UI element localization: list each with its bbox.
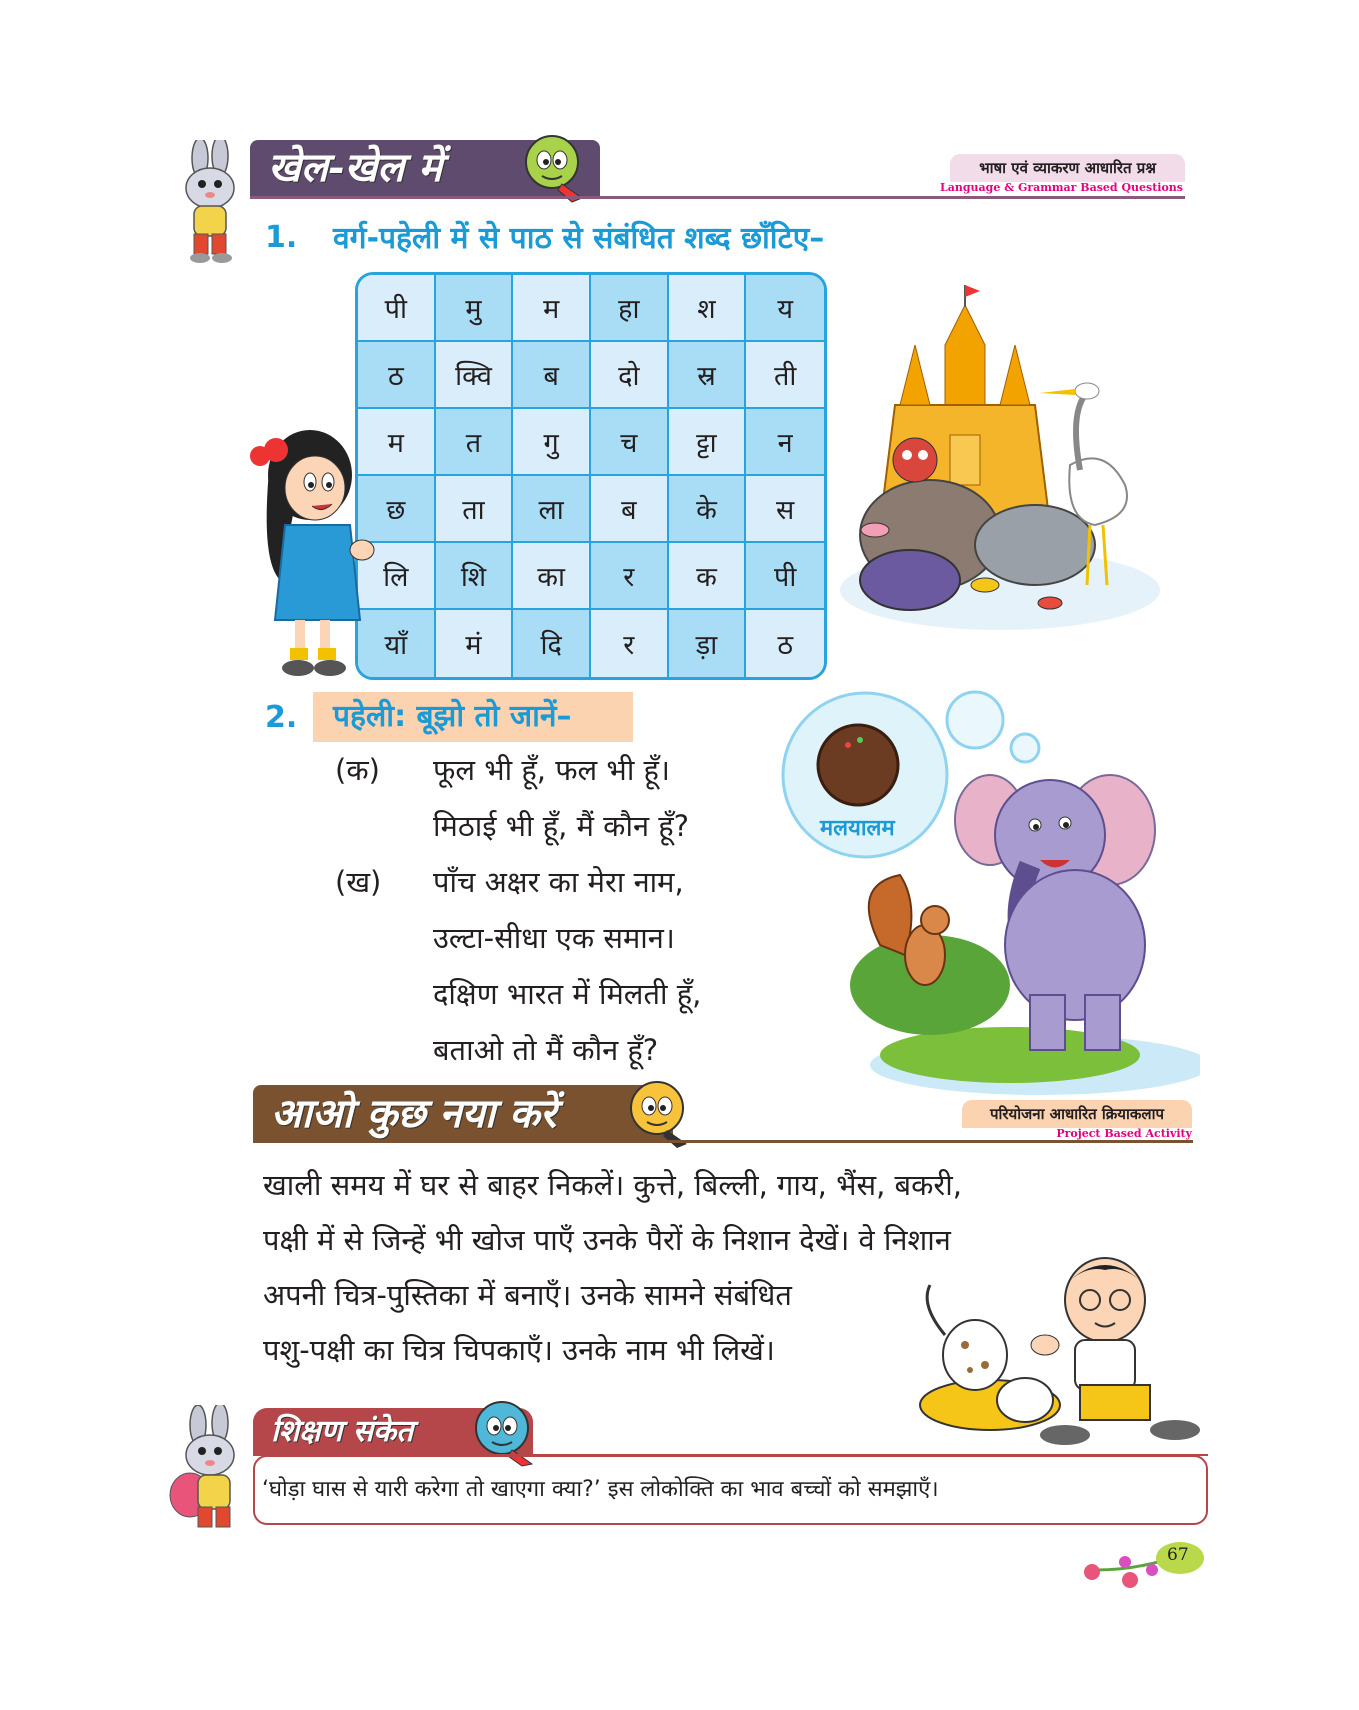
grid-cell: के: [669, 476, 747, 543]
q1-number: 1.: [265, 220, 298, 255]
grid-cell: ब: [513, 342, 591, 409]
riddle-1-line-2: मिठाई भी हूँ, मैं कौन हूँ?: [433, 809, 690, 843]
grid-cell: ला: [513, 476, 591, 543]
riddle-1-label: (क): [335, 753, 380, 787]
grid-cell: पी: [358, 275, 436, 342]
rabbit-icon: [168, 1405, 258, 1540]
q1-text: वर्ग-पहेली में से पाठ से संबंधित शब्द छाँटिए–: [333, 221, 825, 256]
para-line-2: पक्षी में से जिन्हें भी खोज पाएँ उनके पैरों के निशान देखें। वे निशान: [263, 1223, 951, 1257]
grid-cell: दो: [591, 342, 669, 409]
grid-cell: त: [436, 409, 514, 476]
grid-cell: का: [513, 543, 591, 610]
girl-illustration: [240, 420, 380, 680]
rabbit-mascot-2: [168, 1405, 258, 1540]
grid-cell: य: [746, 275, 824, 342]
grid-cell: ठ: [746, 610, 824, 677]
section1-rule: [250, 196, 1185, 199]
riddle-2-line-2: उल्टा-सीधा एक समान।: [433, 921, 675, 955]
grid-cell: ता: [436, 476, 514, 543]
boy-dog-illustration: [915, 1245, 1205, 1455]
temple-illustration: [835, 285, 1165, 635]
grid-cell: श: [669, 275, 747, 342]
grid-cell: शि: [436, 543, 514, 610]
section1-tag-text: भाषा एवं व्याकरण आधारित प्रश्न: [979, 159, 1156, 177]
grid-cell: म: [513, 275, 591, 342]
riddle-2-line-1: पाँच अक्षर का मेरा नाम,: [433, 865, 684, 899]
grid-cell: च: [591, 409, 669, 476]
grid-cell: लि: [358, 543, 436, 610]
grid-cell: ब: [591, 476, 669, 543]
bubble-text: मलयालम: [820, 816, 895, 841]
section2-banner-text: आओ कुछ नया करें: [271, 1090, 557, 1137]
para-line-1: खाली समय में घर से बाहर निकलें। कुत्ते, बिल्ली, गाय, भैंस, बकरी,: [263, 1168, 962, 1202]
riddle-2-label: (ख): [335, 865, 382, 899]
section2-tag-text: परियोजना आधारित क्रियाकलाप: [989, 1105, 1164, 1123]
grid-cell: क: [669, 543, 747, 610]
grid-cell: याँ: [358, 610, 436, 677]
grid-cell: मं: [436, 610, 514, 677]
tip-text: ‘घोड़ा घास से यारी करेगा तो खाएगा क्या?’ इस लोकोक्ति का भाव बच्चों को समझाएँ।: [262, 1477, 939, 1502]
grid-cell: ड़ा: [669, 610, 747, 677]
elephant-icon: [840, 735, 1200, 1095]
para-line-3: अपनी चित्र-पुस्तिका में बनाएँ। उनके सामने संबंधित: [263, 1278, 792, 1312]
grid-cell: स: [746, 476, 824, 543]
grid-cell: पी: [746, 543, 824, 610]
grid-cell: र: [591, 543, 669, 610]
word-grid: [355, 272, 827, 680]
section1-tag: [950, 154, 1185, 182]
section1-banner-text: खेल-खेल में: [268, 144, 443, 191]
riddle-2-line-3: दक्षिण भारत में मिलती हूँ,: [433, 977, 702, 1011]
riddle-1-line-1: फूल भी हूँ, फल भी हूँ।: [433, 753, 670, 787]
page-number: 67: [1167, 1545, 1189, 1565]
grid-cell: गु: [513, 409, 591, 476]
rabbit-icon: [170, 140, 255, 270]
para-line-4: पशु-पक्षी का चित्र चिपकाएँ। उनके नाम भी लिखें।: [263, 1333, 775, 1367]
girl-icon: [240, 420, 380, 680]
grid-cell: र: [591, 610, 669, 677]
pencil-mascot-icon: [520, 132, 590, 204]
grid-cell: न: [746, 409, 824, 476]
temple-icon: [835, 285, 1165, 635]
grid-cell: मु: [436, 275, 514, 342]
pencil-mascot-1: [520, 132, 590, 204]
boy-icon: [915, 1245, 1205, 1455]
section3-banner-text: शिक्षण संकेत: [271, 1414, 414, 1449]
grid-cell: हा: [591, 275, 669, 342]
crab-icon: [893, 438, 937, 482]
section2-banner: [253, 1085, 673, 1143]
grid-cell: ठ: [358, 342, 436, 409]
grid-cell: म: [358, 409, 436, 476]
grid-cell: स्र: [669, 342, 747, 409]
q2-number: 2.: [265, 700, 298, 735]
grid-cell: क्वि: [436, 342, 514, 409]
grid-cell: ट्टा: [669, 409, 747, 476]
rabbit-mascot-1: [170, 140, 255, 270]
grid-cell: छ: [358, 476, 436, 543]
grid-cell: दि: [513, 610, 591, 677]
section2-tag-sub: Project Based Activity: [1056, 1127, 1192, 1140]
riddle-2-line-4: बताओ तो मैं कौन हूँ?: [433, 1033, 659, 1067]
fish-icon: [861, 523, 889, 537]
elephant-illustration: [840, 735, 1200, 1095]
section2-tag: [962, 1100, 1192, 1128]
section1-tag-sub: Language & Grammar Based Questions: [940, 181, 1183, 194]
q2-title: पहेली: बूझो तो जानें–: [333, 699, 572, 734]
section2-rule: [253, 1140, 1193, 1143]
grid-cell: ती: [746, 342, 824, 409]
dog-icon: [920, 1285, 1060, 1430]
